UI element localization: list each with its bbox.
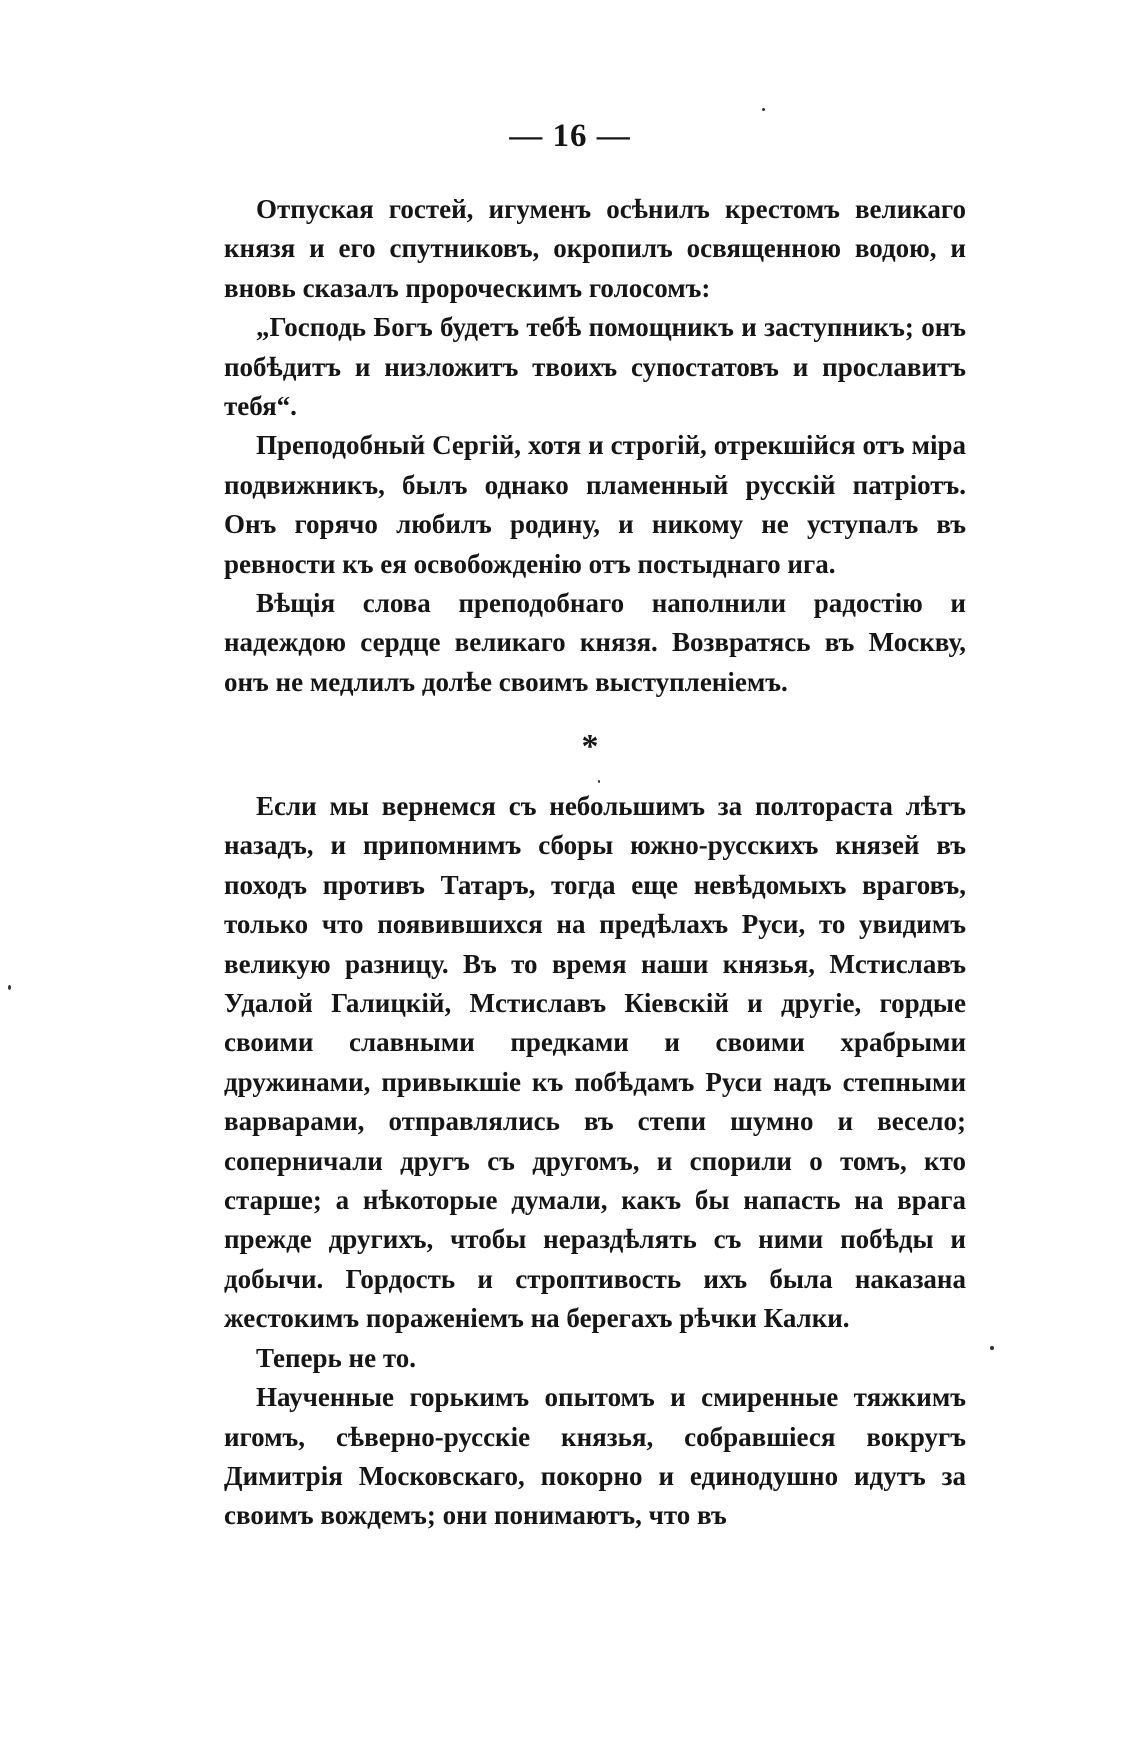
paragraph: Отпуская гостей, игуменъ осѣнилъ крестомъ великаго князя и его спутниковъ, окропилъ освященною водою, и вновь сказалъ пророческимъ голосомъ:	[224, 194, 966, 303]
paragraph: Теперь не то.	[256, 1342, 416, 1373]
paragraph: Наученные горькимъ опытомъ и смиренные тяжкимъ игомъ, сѣверно-русскіе князья, собравшіеся вокругъ Димитрія Московскаго, покорно и единодушно идутъ за своимъ вождемъ; они понимаютъ, что въ	[224, 1382, 966, 1531]
paragraph: Если мы вернемся съ небольшимъ за полтораста лѣтъ назадъ, и припомнимъ сборы южно-русскихъ князей въ походъ противъ Татаръ, тогда еще невѣдомыхъ враговъ, только что появившихся на предѣлахъ Руси, то увидимъ великую разницу. Въ то время наши князья, Мстиславъ Удалой Галицкій, Мстиславъ Кіевскій и другіе, гордые своими славными предками и своими храбрыми дружинами, привыкшіе къ побѣдамъ Руси надъ степными варварами, отправлялись въ степи шумно и весело; соперничали другъ съ другомъ, и спорили о томъ, кто старше; а нѣкоторые думали, какъ бы напасть на врага прежде другихъ, чтобы нераздѣлять съ ними побѣды и добычи. Гордость и строптивость ихъ была наказана жестокимъ пораженіемъ на берегахъ рѣчки Калки.	[224, 791, 966, 1334]
paragraph-quote: „Господь Богъ будетъ тебѣ помощникъ и заступникъ; онъ побѣдитъ и низложитъ твоихъ супостатовъ и прославитъ тебя“.	[224, 312, 966, 422]
section-separator-asterisk: *	[581, 728, 599, 765]
scan-speck	[8, 985, 11, 990]
text-section-1	[224, 190, 966, 702]
paragraph: Вѣщія слова преподобнаго наполнили радостію и надеждою сердце великаго князя. Возвратясь въ Москву, онъ не медлилъ долѣе своимъ выступленіемъ.	[224, 588, 966, 697]
paragraph: Преподобный Сергій, хотя и строгій, отрекшійся отъ міра подвижникъ, былъ однако пламенный русскій патріотъ. Онъ горячо любилъ родину, и никому не уступалъ въ ревности къ ея освобожденію отъ постыднаго ига.	[224, 430, 966, 579]
page-number: — 16 —	[509, 118, 631, 154]
scan-speck	[598, 780, 600, 783]
scan-speck	[762, 108, 765, 111]
text-section-2	[224, 787, 966, 1536]
scan-speck	[990, 1346, 994, 1350]
